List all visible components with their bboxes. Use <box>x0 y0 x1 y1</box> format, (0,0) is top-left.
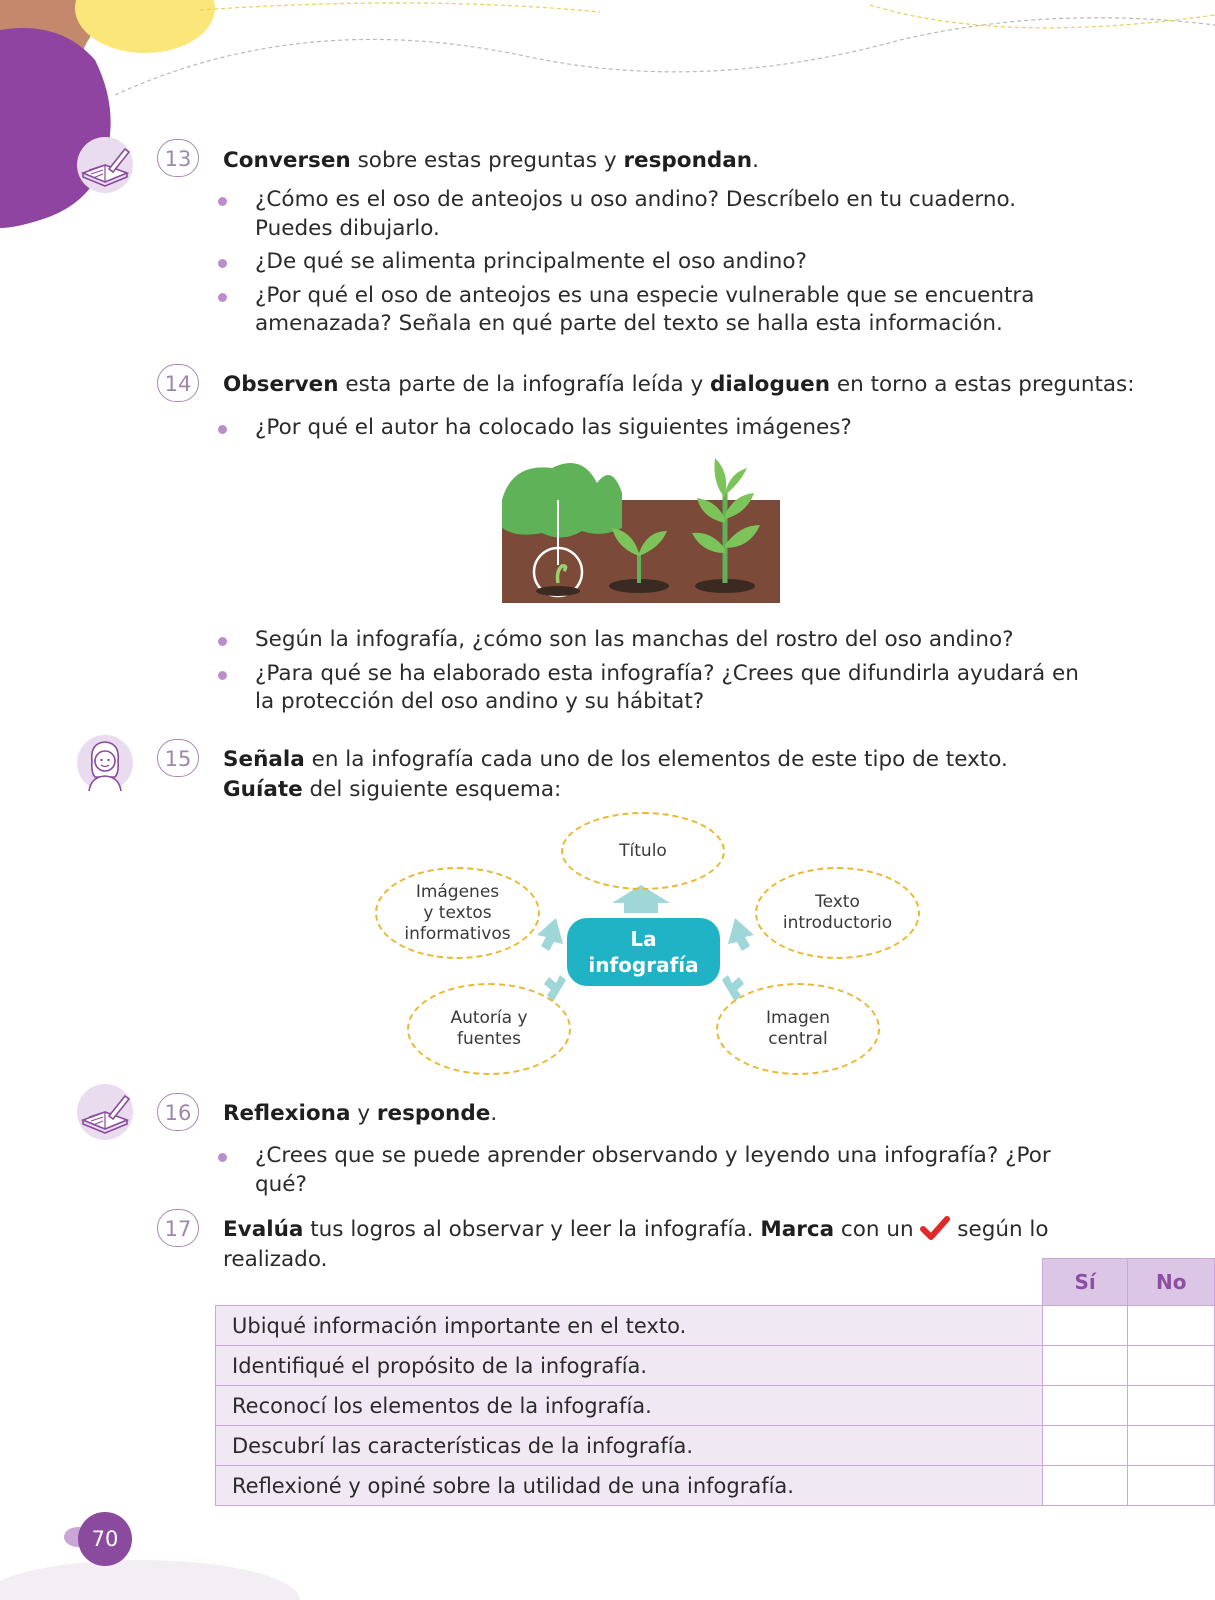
task-number-17: 17 <box>157 1209 199 1247</box>
diagram-node-images: Imágenes y textos informativos <box>375 867 540 959</box>
list-item: Según la infografía, ¿cómo son las manchas del rostro del oso andino? <box>218 626 1098 655</box>
list-item: ¿Cómo es el oso de anteojos u oso andino? Descríbelo en tu cuaderno. Puedes dibujarlo. <box>218 186 1058 243</box>
task-15-instruction: Señala en la infografía cada uno de los elementos de este tipo de texto. Guíate del siguiente esquema: <box>223 747 1008 802</box>
task-16-questions <box>218 1142 1058 1204</box>
table-row <box>216 1426 1215 1466</box>
checkbox-yes[interactable] <box>1042 1306 1128 1346</box>
table-row <box>216 1346 1215 1386</box>
checkbox-yes[interactable] <box>1042 1466 1128 1506</box>
criterion-cell: Reflexioné y opiné sobre la utilidad de una infografía. <box>216 1466 1043 1506</box>
table-row <box>216 1466 1215 1506</box>
list-item: ¿Para qué se ha elaborado esta infografía? ¿Crees que difundirla ayudará en la protección del oso andino y su hábitat? <box>218 660 1098 717</box>
task-number-14: 14 <box>157 364 199 402</box>
checkbox-yes[interactable] <box>1042 1386 1128 1426</box>
checkbox-no[interactable] <box>1128 1346 1215 1386</box>
diagram-node-title: Título <box>561 812 725 890</box>
table-row <box>216 1386 1215 1426</box>
diagram-node-intro: Texto introductorio <box>755 867 920 959</box>
table-header-row <box>216 1259 1215 1306</box>
list-item: ¿Crees que se puede aprender observando y leyendo una infografía? ¿Por qué? <box>218 1142 1058 1199</box>
list-item: ¿De qué se alimenta principalmente el oso andino? <box>218 248 1058 277</box>
header-no: No <box>1128 1259 1215 1306</box>
table-row <box>216 1306 1215 1346</box>
checkbox-no[interactable] <box>1128 1466 1215 1506</box>
checkbox-no[interactable] <box>1128 1306 1215 1346</box>
evaluation-table <box>215 1258 1215 1506</box>
criterion-cell: Descubrí las características de la infografía. <box>216 1426 1043 1466</box>
task-17-instruction: Evalúa tus logros al observar y leer la infografía. Marca con un según lo realizado. <box>223 1217 1049 1272</box>
header-yes: Sí <box>1042 1259 1128 1306</box>
task-16-instruction: Reflexiona y responde. <box>223 1101 498 1126</box>
checkmark-icon <box>920 1215 950 1241</box>
task-number-16: 16 <box>157 1093 199 1131</box>
checkbox-no[interactable] <box>1128 1426 1215 1466</box>
checkbox-yes[interactable] <box>1042 1426 1128 1466</box>
task-number-15: 15 <box>157 739 199 777</box>
criterion-cell: Reconocí los elementos de la infografía. <box>216 1386 1043 1426</box>
diagram-node-central-image: Imagen central <box>716 983 880 1075</box>
task-13-instruction: Conversen sobre estas preguntas y respondan. <box>223 148 759 173</box>
writing-book-icon <box>75 1082 135 1142</box>
task-14-instruction: Observen esta parte de la infografía leída y dialoguen en torno a estas preguntas: <box>223 372 1135 397</box>
diagram-center-node: La infografía <box>567 918 720 986</box>
list-item: ¿Por qué el autor ha colocado las siguientes imágenes? <box>218 414 1058 443</box>
list-item: ¿Por qué el oso de anteojos es una especie vulnerable que se encuentra amenazada? Señala en qué parte del texto se halla esta información. <box>218 282 1058 339</box>
checkbox-yes[interactable] <box>1042 1346 1128 1386</box>
task-number-13: 13 <box>157 139 199 177</box>
diagram-node-authorship: Autoría y fuentes <box>407 983 571 1075</box>
criterion-cell: Identifiqué el propósito de la infografía. <box>216 1346 1043 1386</box>
page-number: 70 <box>78 1512 132 1566</box>
checkbox-no[interactable] <box>1128 1386 1215 1426</box>
criterion-cell: Ubiqué información importante en el texto. <box>216 1306 1043 1346</box>
